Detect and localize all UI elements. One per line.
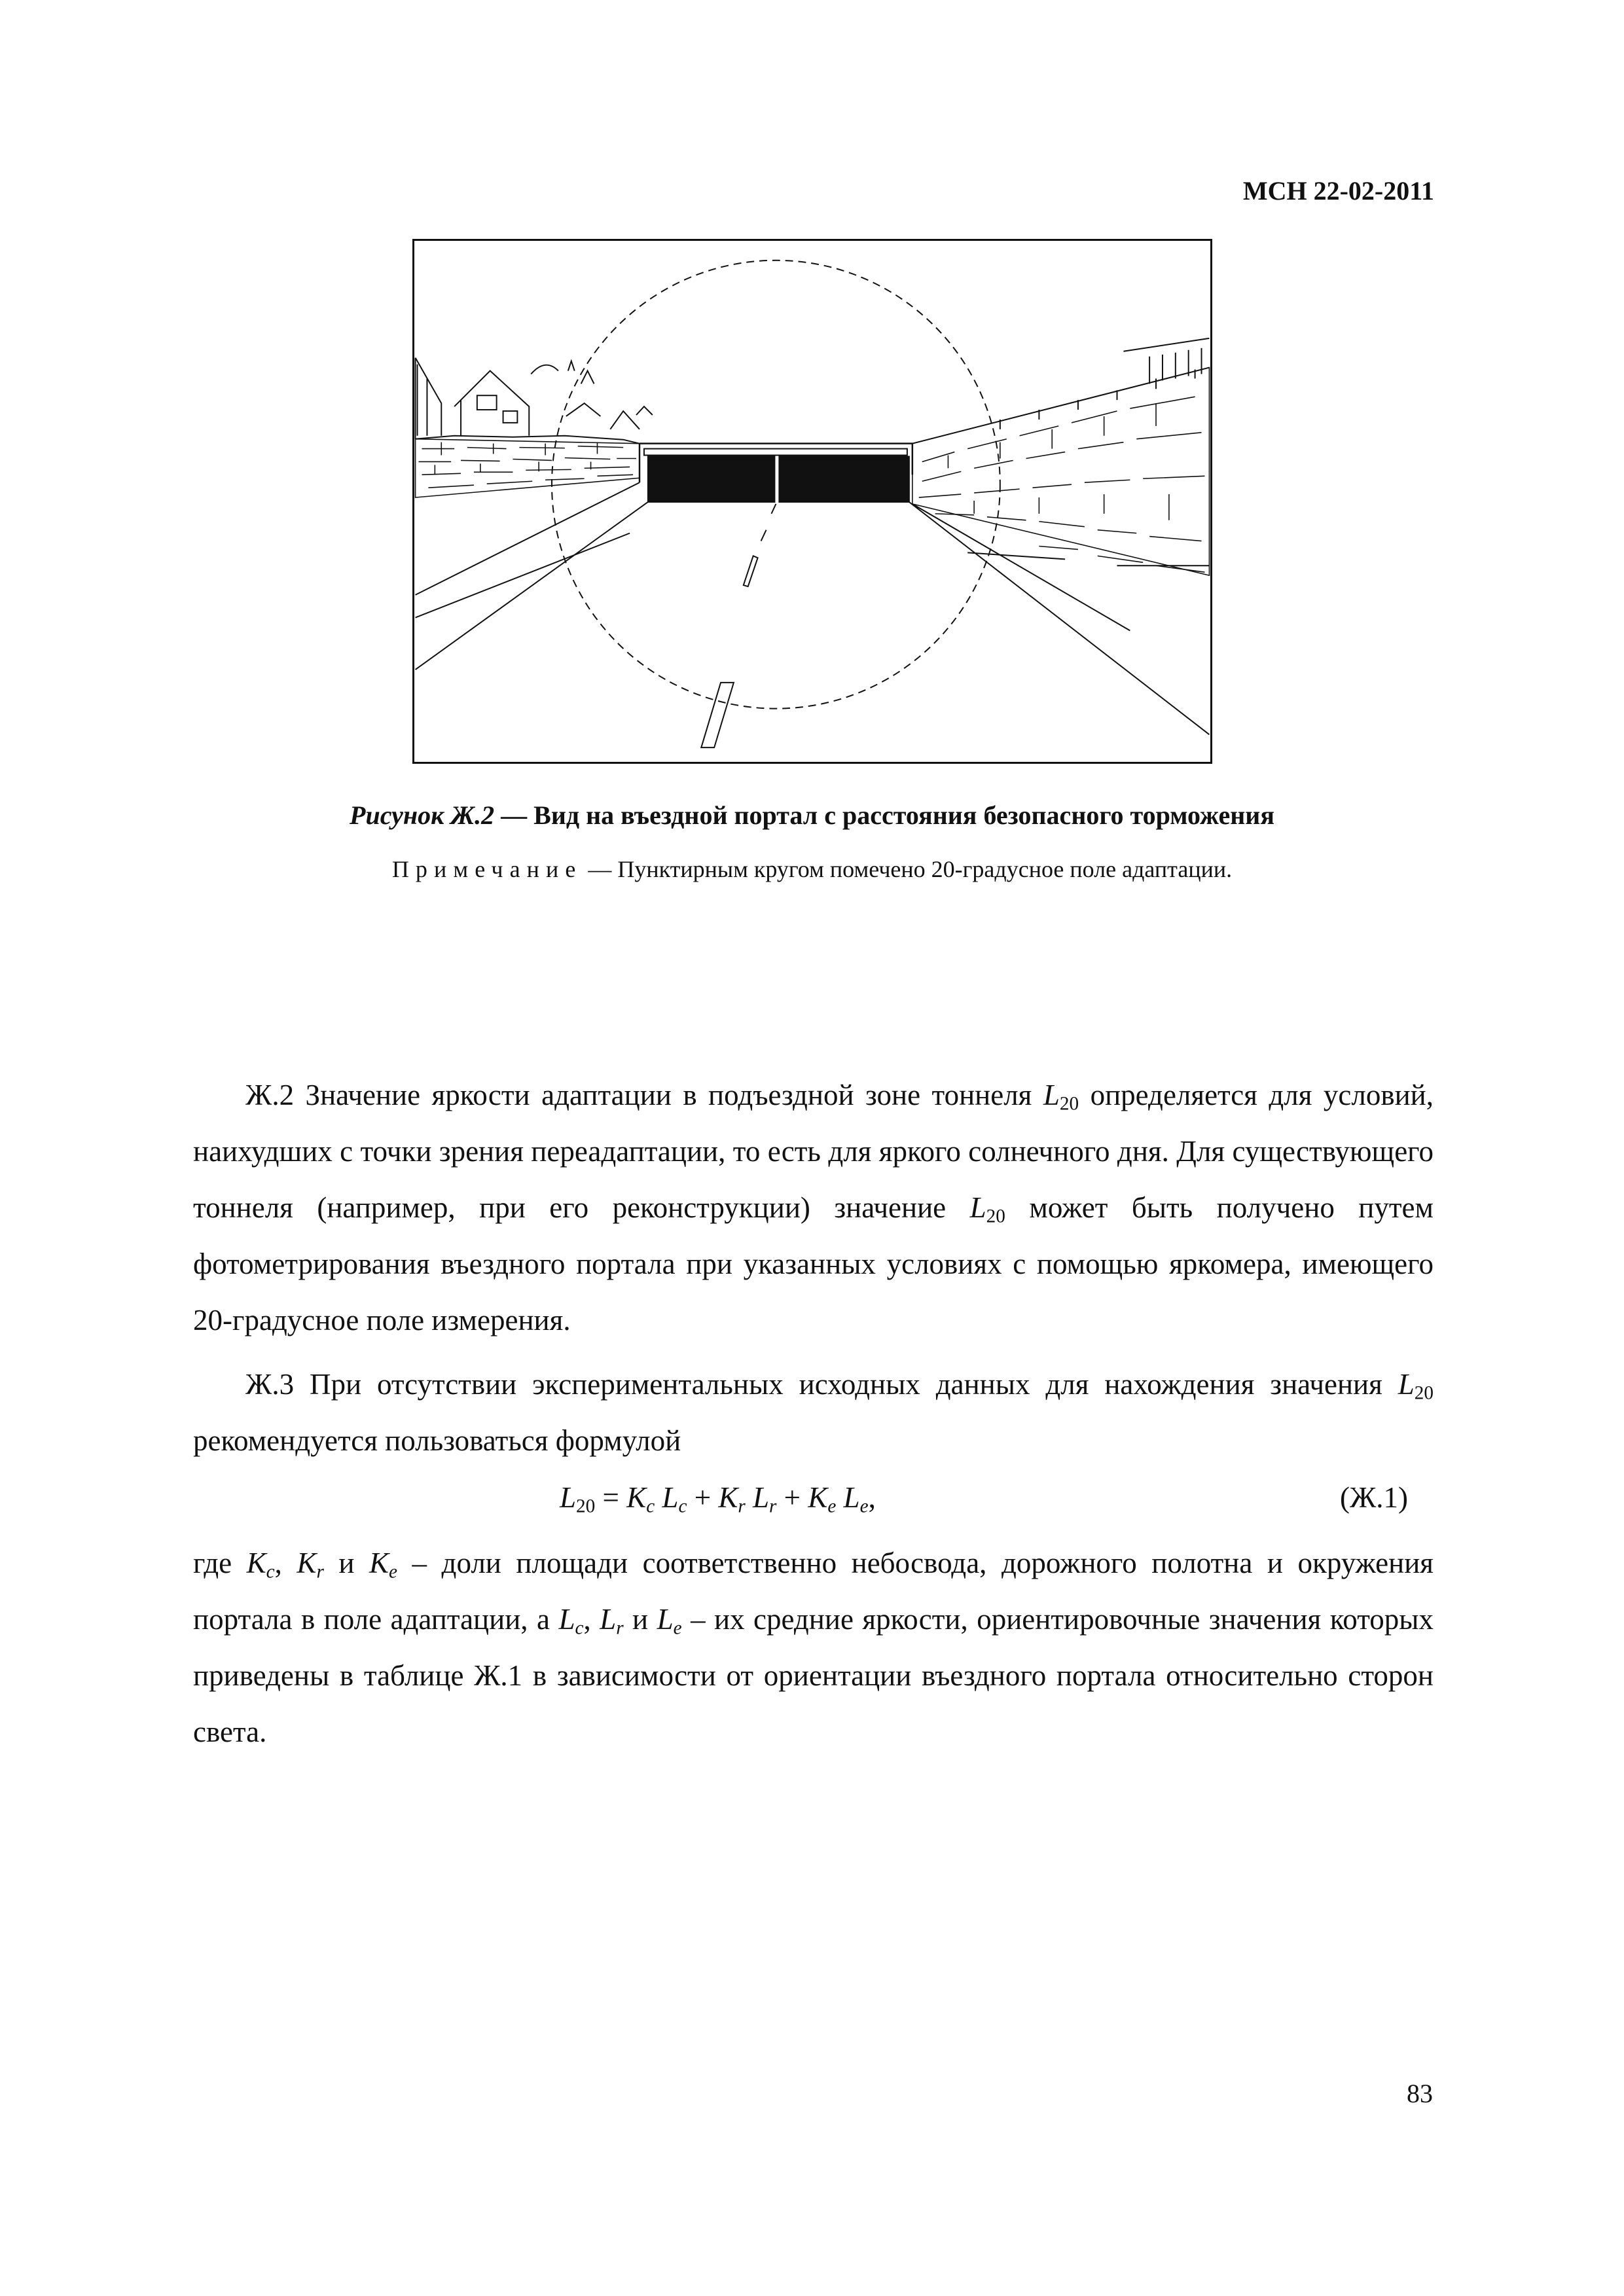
left-brick-wall (416, 439, 640, 497)
adaptation-field-circle (552, 260, 1000, 709)
road-right-edge (909, 502, 1210, 734)
tunnel-bore-right (779, 457, 909, 502)
figure-note (0, 855, 1624, 883)
tunnel-portal-figure (412, 239, 1212, 764)
house-left-1 (416, 358, 442, 439)
figure-label: Рисунок Ж.2 (350, 800, 495, 830)
paragraph-where: где $K_c$, $K_r$ и $K_e$ – доли площади соответственно небосвода, дорожного полотна и окружения портала в поле адаптации, а $L_c$, $L_r$ и $L_e$ – их средние яркости, ориентировочные значения которых приведены в таблице Ж.1 в зависимости от ориентации въездного портала относительно сторон света. (193, 1547, 1434, 1748)
paragraph-zh2: Ж.2 Значение яркости адаптации в подъездной зоне тоннеля $L_{20}$ определяется для условий, наихудших с точки зрения переадаптации, то есть для яркого солнечного дня. Для существующего тоннеля (например, при его реконструкции) значение $L_{20}$ может быть получено путем фотометрирования въездного портала при указанных условиях с помощью яркомера, имеющего 20-градусное поле измерения. (193, 1079, 1434, 1336)
figure-title: Вид на въездной портал с расстояния безопасного торможения (533, 800, 1274, 830)
page-number: 83 (1407, 2079, 1433, 2108)
formula-number: (Ж.1) (1339, 1481, 1408, 1514)
formula-zh1 (0, 1469, 1624, 1526)
tunnel-bore-left (648, 457, 775, 502)
tunnel-portal-drawing (414, 241, 1210, 762)
formula-expression: $L_{20} = K_c$ $L_c + K_r$ $L_r + K_e$ $L_e$, (560, 1481, 876, 1517)
note-text: — Пунктирным кругом помечено 20-градусное поле адаптации. (582, 856, 1233, 882)
house-left-2 (454, 371, 529, 436)
note-label: Примечание (391, 856, 583, 882)
figure-caption: Рисунок Ж.2 — Вид на въездной портал с расстояния безопасного торможения (350, 800, 1274, 830)
paragraph-zh3: Ж.3 При отсутствии экспериментальных исходных данных для нахождения значения $L_{20}$ рекомендуется пользоваться формулой (193, 1368, 1434, 1457)
right-brick-wall (912, 368, 1210, 576)
road-left-edge (416, 482, 648, 670)
document-code: МСН 22-02-2011 (1242, 176, 1434, 206)
